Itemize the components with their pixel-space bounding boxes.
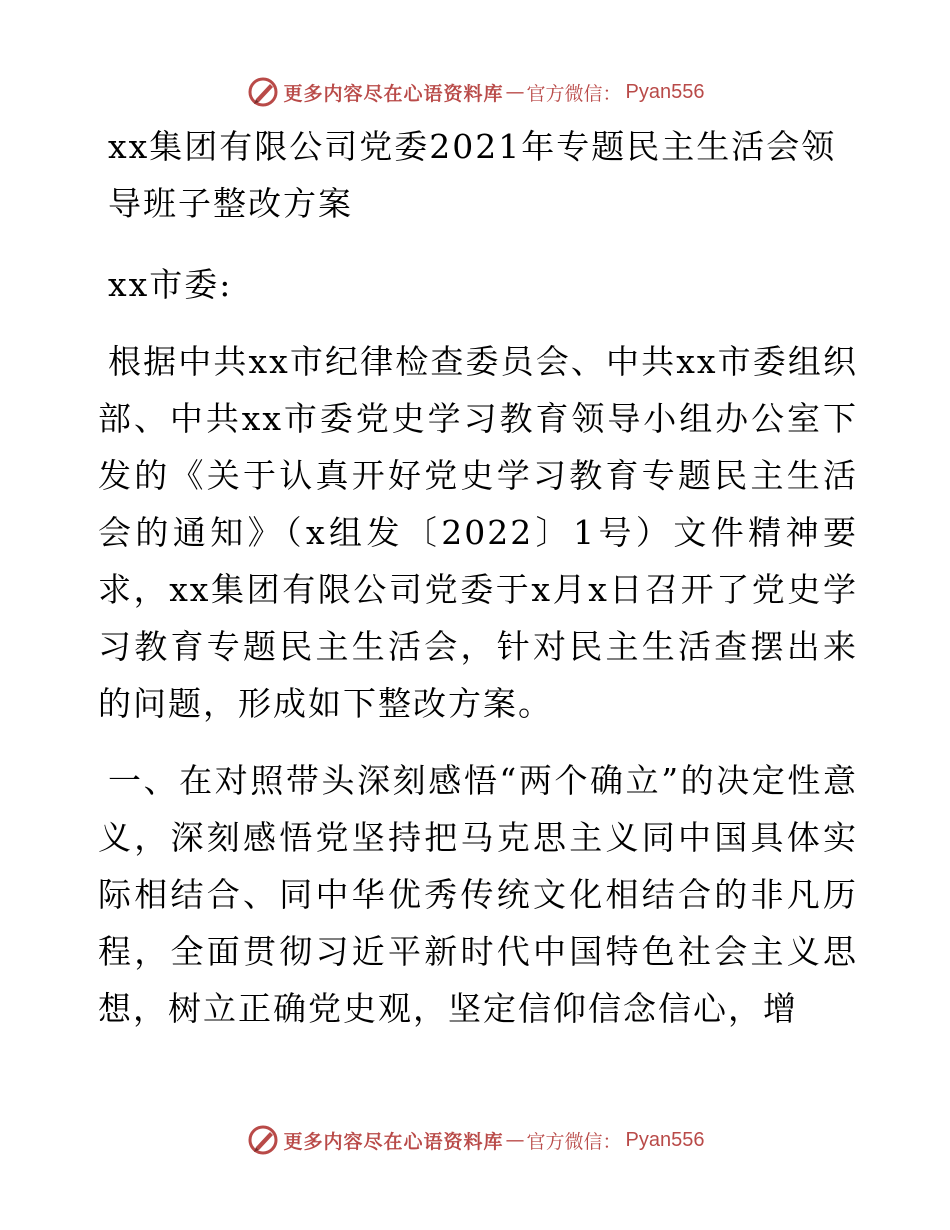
paragraph-text: 一、在对照带头深刻感悟“两个确立”的决定性意义，深刻感悟党坚持把马克思主义同中国具体实际相结合、同中华优秀传统文化相结合的非凡历程，全面贯彻习近平新时代中国特色社会主义思想，树立正确党史观，坚定信仰信念信心，增 (98, 761, 858, 1028)
pen-logo-icon (246, 75, 280, 109)
banner-wechat-id: Pyan556 (625, 80, 705, 103)
paragraph-intro (98, 333, 858, 732)
banner-separator: — (505, 1129, 525, 1151)
footer-watermark-banner (0, 1120, 950, 1160)
banner-wechat-id: Pyan556 (625, 1128, 705, 1151)
banner-text: 更多内容尽在心语资料库 (283, 82, 504, 105)
document-title: xx集团有限公司党委2021年专题民主生活会领导班子整改方案 (108, 127, 837, 223)
paragraph-text: 根据中共xx市纪律检查委员会、中共xx市委组织部、中共xx市委党史学习教育领导小组办公室下发的《关于认真开好党史学习教育专题民主生活会的通知》（x组发〔2022〕1号）文件精神要求，xx集团有限公司党委于x月x日召开了党史学习教育专题民主生活会，针对民主生活查摆出来的问题，形成如下整改方案。 (98, 342, 858, 723)
banner-wechat-label: 官方微信： (526, 1130, 622, 1153)
header-watermark-banner (0, 72, 950, 112)
document-body (98, 118, 858, 1037)
paragraph-section-one (98, 752, 858, 1037)
salutation: xx市委: (108, 265, 233, 304)
banner-separator: — (505, 81, 525, 103)
banner-wechat-label: 官方微信： (526, 82, 622, 105)
pen-logo-icon (246, 1123, 280, 1157)
banner-text: 更多内容尽在心语资料库 (283, 1130, 504, 1153)
